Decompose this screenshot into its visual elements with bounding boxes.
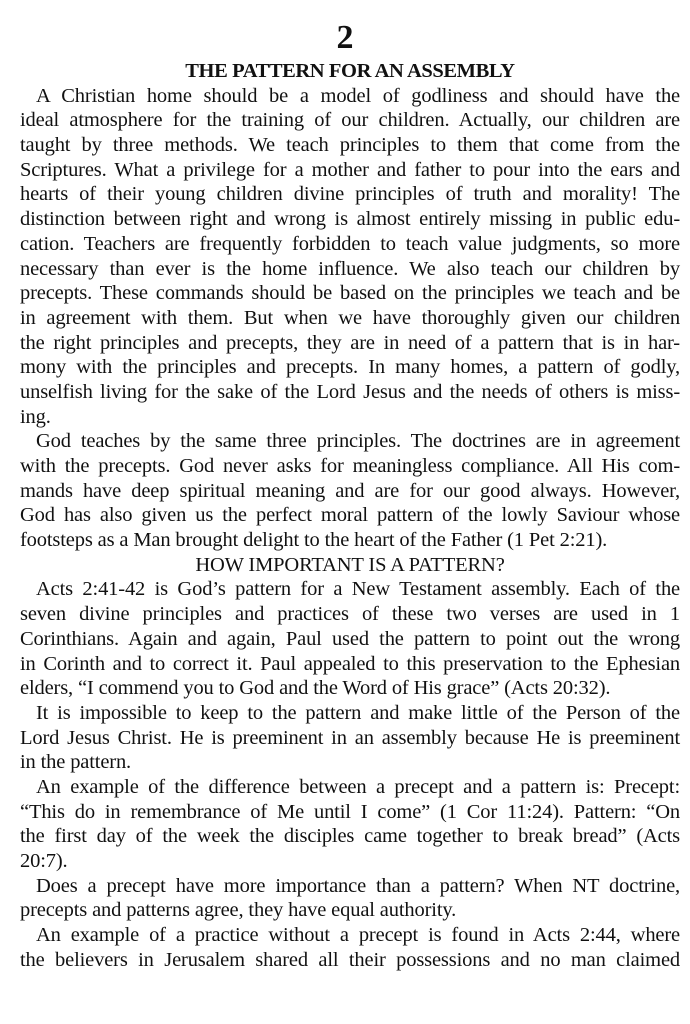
section-heading: HOW IMPORTANT IS A PATTERN? bbox=[195, 553, 505, 576]
text-line: “This do in remembrance of Me until I come” (1 Cor 11:24). Pattern: “On bbox=[20, 800, 680, 823]
text-line: mony with the principles and precepts. In many homes, a pattern of godly, bbox=[20, 356, 680, 379]
text-line: seven divine principles and practices of these two verses are used in 1 bbox=[20, 603, 680, 626]
text-line: mands have deep spiritual meaning and are for our good always. However, bbox=[20, 479, 680, 502]
text-line: Corinthians. Again and again, Paul used the pattern to point out the wrong bbox=[20, 627, 680, 650]
text-line: elders, “I commend you to God and the Word of His grace” (Acts 20:32). bbox=[20, 677, 611, 700]
text-line: the right principles and precepts, they are in need of a pattern that is in har- bbox=[20, 331, 680, 354]
text-line: in the pattern. bbox=[20, 751, 132, 774]
text-line: 20:7). bbox=[20, 850, 68, 872]
text-line: in agreement with them. But when we have thoroughly given our children bbox=[20, 306, 680, 329]
text-line: It is impossible to keep to the pattern and make little of the Person of the bbox=[36, 701, 680, 724]
text-line: distinction between right and wrong is almost entirely missing in public edu- bbox=[20, 208, 680, 231]
text-line: in Corinth and to correct it. Paul appealed to this preservation to the Ephesian bbox=[20, 652, 680, 675]
text-line: Lord Jesus Christ. He is preeminent in an assembly because He is preeminent bbox=[20, 726, 680, 749]
text-line: taught by three methods. We teach principles to them that come from the bbox=[20, 134, 680, 157]
text-line: the believers in Jerusalem shared all their possessions and no man claimed bbox=[20, 948, 680, 971]
text-line: the first day of the week the disciples came together to break bread” (Acts bbox=[20, 825, 680, 848]
text-line: footsteps as a Man brought delight to the heart of the Father (1 Pet 2:21). bbox=[20, 529, 608, 552]
text-line: A Christian home should be a model of godliness and should have the bbox=[36, 84, 680, 107]
text-line: necessary than ever is the home influence. We also teach our children by bbox=[20, 257, 680, 280]
text-line: unselfish living for the sake of the Lord Jesus and the needs of others is miss- bbox=[20, 380, 680, 403]
text-line: Acts 2:41-42 is God’s pattern for a New Testament assembly. Each of the bbox=[36, 578, 680, 601]
text-line: ideal atmosphere for the training of our children. Actually, our children are bbox=[20, 109, 680, 132]
text-line: precepts. These commands should be based on the principles we teach and be bbox=[20, 282, 680, 305]
text-line: God has also given us the perfect moral pattern of the lowly Saviour whose bbox=[20, 504, 680, 527]
text-line: Scriptures. What a privilege for a mother and father to pour into the ears and bbox=[20, 158, 680, 181]
text-line: with the precepts. God never asks for meaningless compliance. All His com- bbox=[20, 455, 680, 477]
text-line: God teaches by the same three principles. The doctrines are in agreement bbox=[36, 430, 680, 453]
text-line: hearts of their young children divine principles of truth and morality! The bbox=[20, 183, 680, 206]
body-text bbox=[20, 59, 680, 972]
text-line: ing. bbox=[20, 405, 51, 428]
text-line: An example of a practice without a precept is found in Acts 2:44, where bbox=[36, 924, 680, 947]
text-line: cation. Teachers are frequently forbidden to teach value judgments, so more bbox=[20, 232, 680, 255]
text-line: precepts and patterns agree, they have equal authority. bbox=[20, 899, 457, 922]
chapter-number: 2 bbox=[336, 19, 354, 56]
text-line: An example of the difference between a precept and a pattern is: Precept: bbox=[36, 775, 680, 798]
text-line: Does a precept have more importance than a pattern? When NT doctrine, bbox=[36, 874, 680, 897]
chapter-heading: THE PATTERN FOR AN ASSEMBLY bbox=[185, 60, 515, 82]
